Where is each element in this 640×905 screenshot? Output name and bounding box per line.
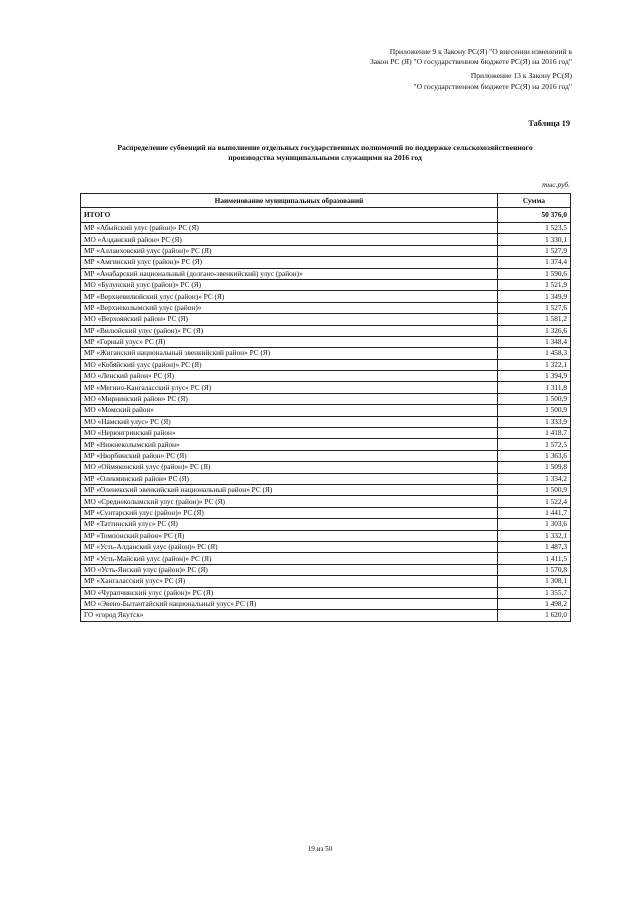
subsidy-amount: 1 348,4 [498, 336, 571, 347]
municipality-name: МО «Среднеколымский улус (район)» РС (Я) [81, 496, 498, 507]
municipality-name: МР «Жиганский национальный эвенкийский район» РС (Я) [81, 348, 498, 359]
title-line-1: Распределение субвенций на выполнение отдельных государственных полномочий по поддержке сельскохозяйственного [117, 143, 533, 152]
table-row [81, 382, 571, 393]
subsidy-amount: 1 330,1 [498, 234, 571, 245]
subsidy-amount: 1 411,5 [498, 553, 571, 564]
table-row [81, 519, 571, 530]
subsidy-amount: 1 523,5 [498, 223, 571, 234]
subsidy-amount: 1 590,6 [498, 268, 571, 279]
municipality-name: МР «Хангаласский улус» РС (Я) [81, 576, 498, 587]
table-row [81, 314, 571, 325]
table-row [81, 348, 571, 359]
column-header-sum: Сумма [498, 194, 571, 208]
page-number: 19 из 50 [307, 845, 333, 853]
table-row [81, 598, 571, 609]
municipality-name: МО «Усть-Янский улус (район)» РС (Я) [81, 564, 498, 575]
subsidy-amount: 1 333,9 [498, 416, 571, 427]
subsidy-amount: 1 509,8 [498, 462, 571, 473]
subsidy-amount: 1 334,2 [498, 473, 571, 484]
subsidy-amount: 1 332,1 [498, 530, 571, 541]
table-row [81, 439, 571, 450]
table-row [81, 257, 571, 268]
table-row [81, 610, 571, 621]
subsidy-amount: 1 441,7 [498, 507, 571, 518]
subsidy-amount: 1 620,0 [498, 610, 571, 621]
municipality-name: МР «Анабарский национальный (долгано-эвенкийский) улус (район)» [81, 268, 498, 279]
municipality-name: МО «Ленский район» РС (Я) [81, 371, 498, 382]
subsidy-amount: 1 458,3 [498, 348, 571, 359]
table-row [81, 450, 571, 461]
municipality-name: МР «Верхнеколымский улус (район)» [81, 302, 498, 313]
municipality-name: МР «Томпонский район» РС (Я) [81, 530, 498, 541]
municipality-name: МР «Усть-Алданский улус (район)» РС (Я) [81, 541, 498, 552]
table-row [81, 279, 571, 290]
table-row [81, 234, 571, 245]
municipality-name: МР «Горный улус» РС (Я) [81, 336, 498, 347]
table-row [81, 462, 571, 473]
table-row [81, 223, 571, 234]
header-line-1: Приложение 9 к Закону РС(Я) "О внесении изменений в [389, 47, 572, 56]
municipality-name: МР «Амгинский улус (район)» РС (Я) [81, 257, 498, 268]
title-line-2: производства муниципальными служащими на 2016 год [228, 153, 422, 163]
header-line-4: "О государственном бюджете РС(Я) на 2016 год" [413, 81, 572, 91]
municipality-name: МР «Верхневилюйский улус (район)» РС (Я) [81, 291, 498, 302]
municipality-name: МО «Чурапчинский улус (район)» РС (Я) [81, 587, 498, 598]
municipality-name: МР «Сунтарский улус (район)» РС (Я) [81, 507, 498, 518]
subsidy-amount: 1 326,6 [498, 325, 571, 336]
subsidy-amount: 1 322,1 [498, 359, 571, 370]
municipality-name: МО «Эвено-Бытантайский национальный улус» РС (Я) [81, 598, 498, 609]
table-row [81, 393, 571, 404]
subsidy-amount: 1 527,6 [498, 302, 571, 313]
table-row [81, 336, 571, 347]
subsidy-amount: 1 418,7 [498, 428, 571, 439]
municipality-name: МО «Верхоянский район» РС (Я) [81, 314, 498, 325]
municipality-name: МО «Момский район» [81, 405, 498, 416]
municipality-name: МР «Нижнеколымский район» [81, 439, 498, 450]
table-row [81, 564, 571, 575]
subsidy-amount: 1 311,8 [498, 382, 571, 393]
table-row [81, 291, 571, 302]
subsidy-amount: 1 394,9 [498, 371, 571, 382]
subsidy-amount: 1 487,3 [498, 541, 571, 552]
municipality-name: МР «Усть-Майский улус (район)» РС (Я) [81, 553, 498, 564]
municipality-name: МО «Нерюнгринский район» [81, 428, 498, 439]
subsidy-amount: 1 355,7 [498, 587, 571, 598]
header-block [370, 47, 572, 92]
municipality-name: МР «Таттинский улус» РС (Я) [81, 519, 498, 530]
table-row [81, 405, 571, 416]
table-row [81, 302, 571, 313]
subsidy-amount: 1 521,9 [498, 279, 571, 290]
municipality-name: МО «Намский улус» РС (Я) [81, 416, 498, 427]
table-row [81, 484, 571, 495]
subsidy-amount: 1 303,6 [498, 519, 571, 530]
table-row [81, 576, 571, 587]
municipality-name: МО «Мирнинский район» РС (Я) [81, 393, 498, 404]
table-row [81, 530, 571, 541]
table-row [81, 473, 571, 484]
table-row [81, 587, 571, 598]
subsidy-amount: 1 500,9 [498, 393, 571, 404]
subsidy-amount: 1 527,9 [498, 245, 571, 256]
column-header-name: Наименование муниципальных образований [81, 194, 498, 208]
subsidy-amount: 1 498,2 [498, 598, 571, 609]
municipality-name: МР «Вилюйский улус (район)» РС (Я) [81, 325, 498, 336]
subsidy-amount: 1 308,1 [498, 576, 571, 587]
subsidy-amount: 1 500,9 [498, 484, 571, 495]
table-row [81, 371, 571, 382]
table-row [81, 541, 571, 552]
table-row [81, 416, 571, 427]
page-title [80, 143, 570, 164]
unit-label: тыс.руб. [542, 180, 570, 189]
table-row [81, 359, 571, 370]
subsidy-amount: 1 581,2 [498, 314, 571, 325]
table-row [81, 553, 571, 564]
table-row [81, 268, 571, 279]
total-row [81, 208, 571, 223]
municipality-name: МР «Абыйский улус (район)» РС (Я) [81, 223, 498, 234]
municipality-name: МР «Мегино-Кангаласский улус» РС (Я) [81, 382, 498, 393]
municipality-name: МО «Алданский район» РС (Я) [81, 234, 498, 245]
table-number: Таблица 19 [528, 119, 570, 128]
table-row [81, 496, 571, 507]
table-row [81, 507, 571, 518]
municipality-name: МР «Олекминский район» РС (Я) [81, 473, 498, 484]
total-value: 50 376,0 [498, 208, 571, 223]
table-row [81, 428, 571, 439]
table-row [81, 325, 571, 336]
municipality-name: МО «Кобяйский улус (район)» РС (Я) [81, 359, 498, 370]
header-line-2: Закон РС (Я) "О государственном бюджете РС(Я) на 2016 год" [369, 57, 572, 67]
municipality-name: МО «Оймяконский улус (район)» РС (Я) [81, 462, 498, 473]
municipality-name: МО «Булунский улус (район)» РС (Я) [81, 279, 498, 290]
subsidy-amount: 1 522,4 [498, 496, 571, 507]
table-row [81, 245, 571, 256]
subsidy-amount: 1 363,6 [498, 450, 571, 461]
total-label: ИТОГО [81, 208, 498, 223]
subsidy-amount: 1 572,5 [498, 439, 571, 450]
header-line-3: Приложение 13 к Закону РС(Я) [470, 71, 572, 81]
municipality-name: МР «Оленекский эвенкийский национальный район» РС (Я) [81, 484, 498, 495]
municipality-name: МР «Аллаиховский улус (район)» РС (Я) [81, 245, 498, 256]
table-header-row [81, 194, 571, 208]
subsidy-amount: 1 500,9 [498, 405, 571, 416]
municipality-name: ГО «город Якутск» [81, 610, 498, 621]
subsidy-amount: 1 570,8 [498, 564, 571, 575]
subsidy-amount: 1 374,4 [498, 257, 571, 268]
subsidy-table [80, 193, 571, 622]
subsidy-amount: 1 349,9 [498, 291, 571, 302]
municipality-name: МР «Нюрбинский район» РС (Я) [81, 450, 498, 461]
